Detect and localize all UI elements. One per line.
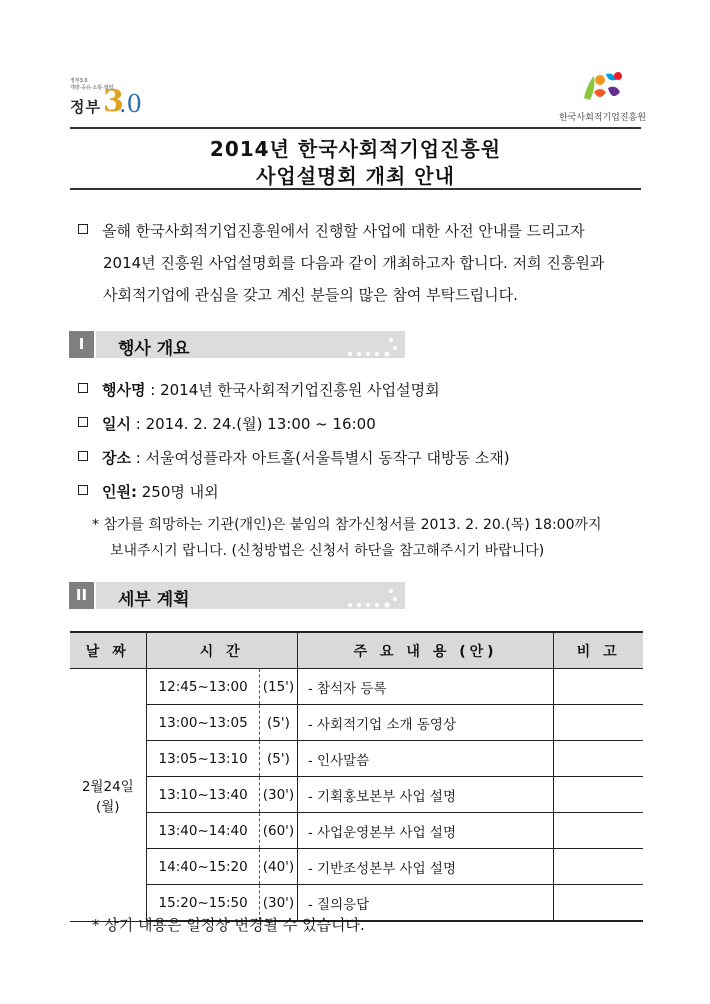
title-top-rule [70, 127, 641, 129]
intro-line-3: 사회적기업에 관심을 갖고 계신 분들의 많은 참여 부탁드립니다. [103, 286, 518, 304]
section-2-title: 세부 계획 [118, 590, 190, 610]
event-date-label: 일시 [102, 415, 131, 433]
separator: : [130, 449, 146, 467]
date-text: 2월24일 [81, 778, 134, 795]
kosea-logo-icon [578, 68, 628, 106]
note-cell [554, 849, 643, 885]
square-bullet-icon [78, 224, 88, 234]
intro-line-1 [78, 220, 585, 241]
note-cell [554, 741, 643, 777]
square-bullet-icon [78, 451, 88, 461]
content-cell: - 사업운영본부 사업 설명 [297, 813, 553, 849]
square-bullet-icon [78, 485, 88, 495]
header-content: 주 요 내 용 (안) [297, 632, 553, 669]
section-1-dots-decoration [345, 336, 403, 358]
content-cell: - 질의응답 [297, 885, 553, 922]
event-name-label: 행사명 [102, 381, 146, 399]
square-bullet-icon [78, 417, 88, 427]
header-date: 날 짜 [70, 632, 146, 669]
separator: : [130, 415, 146, 433]
event-name-value: 2014년 한국사회적기업진흥원 사업설명회 [160, 381, 440, 399]
title-bottom-rule [70, 188, 641, 190]
day-text: (월) [95, 798, 120, 815]
square-bullet-icon [78, 383, 88, 393]
section-2-dots-decoration [345, 587, 403, 609]
kosea-logo-text: 한국사회적기업진흥원 [559, 113, 646, 123]
table-header-row [70, 632, 643, 669]
document-subtitle: 사업설명회 개최 안내 [256, 164, 455, 188]
note-cell [554, 669, 643, 705]
duration-cell: (5') [260, 741, 298, 777]
table-row [70, 705, 643, 741]
time-cell: 15:20~15:50 [146, 885, 259, 922]
event-date-item [78, 413, 376, 434]
event-capacity-label: 인원: [102, 483, 137, 501]
table-row [70, 777, 643, 813]
gov-logo-number: 3 [103, 84, 124, 119]
note-cell [554, 885, 643, 922]
time-cell: 14:40~15:20 [146, 849, 259, 885]
gov-logo-decimal: .0 [119, 90, 142, 118]
separator: : [145, 381, 161, 399]
intro-line-2: 2014년 진흥원 사업설명회를 다음과 같이 개최하고자 합니다. 저희 진흥원과 [103, 254, 605, 272]
event-capacity-item [78, 481, 219, 502]
note-cell [554, 777, 643, 813]
schedule-change-note: * 상기 내용은 일정상 변경될 수 있습니다. [92, 916, 365, 934]
duration-cell: (15') [260, 669, 298, 705]
table-row [70, 849, 643, 885]
note-cell [554, 813, 643, 849]
application-note-line-2: 보내주시기 랍니다. (신청방법은 신청서 하단을 참고해주시기 바랍니다) [110, 543, 545, 559]
table-row [70, 741, 643, 777]
table-row [70, 813, 643, 849]
application-note-line-1: * 참가를 희망하는 기관(개인)은 붙임의 참가신청서를 2013. 2. 20.(목) 18:00까지 [92, 517, 602, 533]
duration-cell: (30') [260, 777, 298, 813]
header-time: 시 간 [146, 632, 297, 669]
time-cell: 12:45~13:00 [146, 669, 259, 705]
content-cell: - 사회적기업 소개 동영상 [297, 705, 553, 741]
event-venue-item [78, 447, 510, 468]
gov-logo-tagline: 정부3.0 [70, 78, 88, 84]
event-venue-label: 장소 [102, 449, 131, 467]
duration-cell: (5') [260, 705, 298, 741]
event-date-value: 2014. 2. 24.(월) 13:00 ~ 16:00 [145, 415, 376, 433]
note-cell [554, 705, 643, 741]
event-venue-value: 서울여성플라자 아트홀(서울특별시 동작구 대방동 소재) [145, 449, 510, 467]
time-cell: 13:05~13:10 [146, 741, 259, 777]
time-cell: 13:40~14:40 [146, 813, 259, 849]
duration-cell: (60') [260, 813, 298, 849]
time-cell: 13:00~13:05 [146, 705, 259, 741]
gov-logo-tagline-2: 개방·공유·소통·협력 [70, 85, 114, 91]
document-title: 2014년 한국사회적기업진흥원 [209, 137, 502, 161]
table-row [70, 669, 643, 705]
date-cell [70, 669, 146, 922]
gov-logo-word: 정부 [70, 98, 101, 116]
duration-cell: (40') [260, 849, 298, 885]
section-2-number: II [69, 582, 94, 609]
schedule-table [70, 631, 643, 922]
content-cell: - 인사말씀 [297, 741, 553, 777]
event-capacity-value: 250명 내외 [141, 483, 219, 501]
duration-cell: (30') [260, 885, 298, 922]
content-cell: - 기반조성본부 사업 설명 [297, 849, 553, 885]
event-name-item [78, 379, 440, 400]
section-1-number: I [69, 331, 94, 358]
header-note: 비 고 [554, 632, 643, 669]
section-1-title: 행사 개요 [118, 339, 190, 359]
content-cell: - 참석자 등록 [297, 669, 553, 705]
time-cell: 13:10~13:40 [146, 777, 259, 813]
content-cell: - 기획홍보본부 사업 설명 [297, 777, 553, 813]
intro-text-1: 올해 한국사회적기업진흥원에서 진행할 사업에 대한 사전 안내를 드리고자 [102, 222, 585, 240]
